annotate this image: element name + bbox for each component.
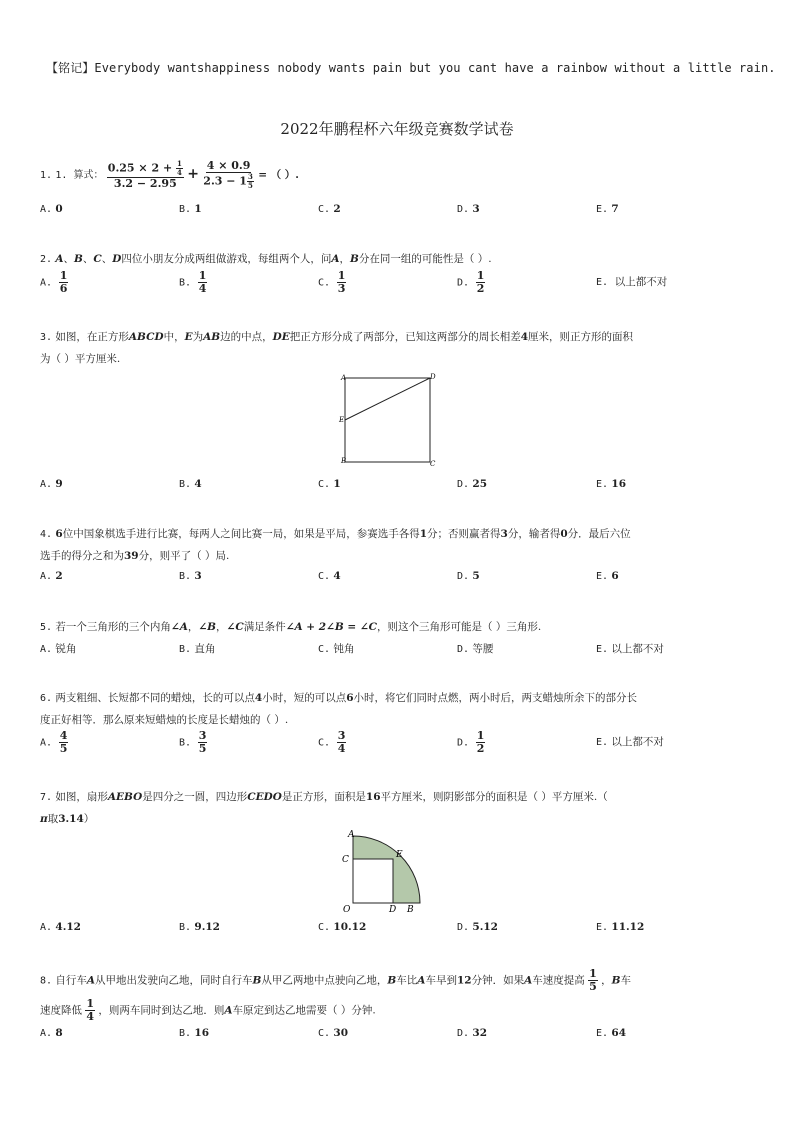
frac-den: 2 — [476, 742, 485, 755]
option-c[interactable] — [318, 203, 341, 215]
option-value: 4 — [333, 570, 341, 582]
option-b[interactable] — [179, 203, 202, 215]
number-4: 4 — [520, 331, 529, 343]
frac-num: 3 — [337, 729, 346, 742]
option-c[interactable] — [318, 1027, 348, 1039]
label-d: D — [430, 373, 436, 381]
pi-symbol: π — [40, 813, 48, 825]
option-fraction — [337, 270, 347, 295]
option-b[interactable] — [179, 1027, 209, 1039]
option-label: D. — [457, 479, 470, 490]
question-number: 2. — [40, 254, 53, 265]
option-c[interactable] — [318, 270, 346, 295]
option-label: D. — [457, 1028, 470, 1039]
frac-num: 4 — [59, 729, 68, 742]
option-a[interactable] — [40, 921, 81, 933]
option-label: A. — [40, 644, 53, 655]
option-label: E. — [596, 1028, 609, 1039]
frac-num: 1 — [476, 269, 485, 282]
option-value: 16 — [194, 1027, 210, 1039]
option-fraction — [476, 270, 486, 295]
q5-text: ，则这个三角形可能是（ ）三角形. — [376, 621, 542, 633]
number: 16 — [365, 791, 381, 803]
question-1 — [40, 160, 740, 190]
question-number: 4. — [40, 529, 53, 540]
frac-num: 1 — [476, 729, 485, 742]
sep: ， — [601, 974, 612, 987]
option-b[interactable] — [179, 270, 207, 295]
label-o: O — [343, 905, 351, 915]
frac-num: 1 — [337, 269, 346, 282]
small-num: 1 — [177, 159, 182, 168]
q4-text: 分．最后六位 — [567, 528, 631, 540]
option-value: 32 — [472, 1027, 488, 1039]
var-a: A — [224, 1004, 233, 1017]
option-text: 钝角 — [333, 643, 355, 655]
option-c[interactable] — [318, 730, 346, 755]
option-a[interactable] — [40, 203, 63, 215]
question-number: 1. — [40, 170, 53, 181]
label-e: E — [339, 416, 345, 424]
q8-text: 自行车 — [55, 974, 87, 987]
option-value: 9.12 — [194, 921, 220, 933]
label-c: C — [430, 460, 436, 468]
var-b: B — [74, 253, 83, 265]
var-c: C — [93, 253, 102, 265]
option-c[interactable] — [318, 478, 341, 490]
option-label: D. — [457, 922, 470, 933]
q1-fraction-2 — [202, 160, 255, 190]
q4-text: 位中国象棋选手进行比赛，每两人之间比赛一局，如果是平局，参赛选手各得 — [62, 528, 420, 540]
option-text: 直角 — [194, 643, 216, 655]
q1-frac1-denominator: 3.2 − 2.95 — [113, 177, 177, 190]
var-a: A — [331, 253, 340, 265]
option-d[interactable] — [457, 570, 480, 582]
question-4 — [40, 523, 740, 546]
question-8 — [40, 968, 740, 993]
q1-frac2-denominator: 2.3 − 1 — [203, 174, 247, 188]
option-text: 锐角 — [55, 643, 77, 655]
angle-c: ∠C — [226, 621, 244, 633]
option-label: A. — [40, 277, 53, 289]
option-text: 以上都不对 — [611, 736, 664, 748]
label-c: C — [342, 855, 349, 865]
option-value: 8 — [55, 1027, 63, 1039]
option-value: 4 — [194, 478, 202, 490]
option-text: 等腰 — [472, 643, 494, 655]
option-label: E. — [596, 571, 609, 582]
frac-den: 6 — [59, 282, 68, 295]
option-d[interactable] — [457, 270, 485, 295]
option-a[interactable] — [40, 1027, 63, 1039]
frac-den: 5 — [589, 980, 597, 993]
q7-text: 是正方形，面积是 — [281, 791, 366, 803]
var-b: B — [387, 974, 397, 987]
q7-sector-figure — [335, 828, 425, 918]
option-e[interactable] — [596, 734, 664, 749]
label-b: B — [341, 457, 347, 465]
option-value: 7 — [611, 203, 619, 215]
q7-text: 平方厘米，则阴影部分的面积是（ ）平方厘米.（ — [380, 791, 608, 803]
sep: ， — [187, 621, 199, 633]
question-number: 5. — [40, 622, 53, 633]
q8-text: 车原定到达乙地需要（ ）分钟. — [232, 1004, 376, 1017]
option-label: E. — [596, 922, 609, 933]
number: 6 — [55, 528, 63, 540]
var-ab: AB — [203, 331, 221, 343]
var-abcd: ABCD — [128, 331, 164, 343]
q8-text: 车比 — [396, 974, 418, 987]
option-value: 5.12 — [472, 921, 498, 933]
sep: 、 — [63, 253, 75, 265]
number: 0 — [560, 528, 568, 540]
q8-text: 分钟．如果 — [471, 974, 525, 987]
option-label: B. — [179, 479, 192, 490]
q8-text: 速度降低 — [40, 1004, 82, 1017]
sep: 、 — [82, 253, 94, 265]
q4-text: 分，输者得 — [507, 528, 561, 540]
q7-text: 如图，扇形 — [55, 791, 108, 803]
option-label: E. — [596, 737, 609, 748]
option-value: 0 — [55, 203, 63, 215]
label-a: A — [348, 830, 355, 840]
number: 4 — [254, 692, 263, 704]
option-label: A. — [40, 922, 53, 933]
option-value: 64 — [611, 1027, 627, 1039]
q3-text: 厘米，则正方形的面积 — [528, 331, 634, 343]
frac-den: 5 — [59, 742, 68, 755]
var-a: A — [417, 974, 426, 987]
option-b[interactable] — [179, 921, 220, 933]
frac-den: 4 — [198, 282, 207, 295]
option-label: C. — [318, 922, 331, 933]
angle-b: ∠B — [198, 621, 217, 633]
option-d[interactable] — [457, 730, 485, 755]
question-5 — [40, 616, 740, 639]
square-abcd — [345, 378, 430, 462]
var-b: B — [252, 974, 262, 987]
q3-text: 把正方形分成了两部分，已知这两部分的周长相差 — [289, 331, 521, 343]
var-d: D — [112, 253, 122, 265]
option-e[interactable] — [596, 478, 626, 490]
option-label: C. — [318, 644, 331, 655]
var-e: E — [184, 331, 193, 343]
option-e[interactable] — [596, 203, 619, 215]
option-value: 1 — [194, 203, 202, 215]
q8-text: 车早到 — [425, 974, 457, 987]
small-den: 5 — [247, 181, 253, 190]
option-label: B. — [179, 1028, 192, 1039]
q4-text: 选手的得分之和为 — [40, 550, 124, 562]
option-fraction — [59, 270, 69, 295]
question-7 — [40, 786, 740, 809]
option-fraction — [337, 730, 347, 755]
q1-suffix: = （ ）. — [258, 169, 299, 181]
q8-text: ，则两车同时到达乙地．则 — [98, 1004, 225, 1017]
option-label: E. — [596, 204, 609, 215]
option-label: E. — [596, 479, 609, 490]
option-d[interactable] — [457, 203, 480, 215]
option-e[interactable] — [596, 1027, 626, 1039]
q8-text: 从甲乙两地中点驶向乙地， — [261, 974, 388, 987]
option-d[interactable] — [457, 921, 498, 933]
option-value: 4.12 — [55, 921, 81, 933]
option-b[interactable] — [179, 730, 207, 755]
option-e[interactable] — [596, 570, 619, 582]
frac-num: 1 — [589, 967, 597, 980]
option-label: A. — [40, 737, 53, 749]
question-6 — [40, 687, 740, 710]
option-label: B. — [179, 737, 192, 749]
option-e[interactable] — [596, 921, 644, 933]
option-label: C. — [318, 571, 331, 582]
option-value: 16 — [611, 478, 627, 490]
q3-text: 为 — [192, 331, 204, 343]
q3-square-figure — [335, 370, 445, 470]
frac-num: 1 — [59, 269, 68, 282]
var-a: A — [524, 974, 533, 987]
q8-text: 车 — [620, 974, 631, 987]
q1-frac2-numerator: 4 × 0.9 — [206, 159, 251, 172]
plus-sign: + — [187, 166, 199, 182]
var-de: DE — [272, 331, 290, 343]
option-d[interactable] — [457, 478, 487, 490]
option-label: D. — [457, 204, 470, 215]
frac-den: 4 — [337, 742, 346, 755]
option-label: A. — [40, 204, 53, 215]
option-value: 25 — [472, 478, 488, 490]
option-a[interactable] — [40, 270, 68, 295]
question-number: 6. — [40, 693, 53, 704]
option-value: 1 — [333, 478, 341, 490]
number: 3.14 — [58, 813, 84, 825]
motto-line — [46, 59, 776, 76]
frac-num: 3 — [198, 729, 207, 742]
q1-fraction-1 — [107, 160, 184, 190]
option-label: A. — [40, 571, 53, 582]
q4-text: 分；否则赢者得 — [427, 528, 501, 540]
option-a[interactable] — [40, 641, 76, 656]
option-label: C. — [318, 204, 331, 215]
option-c[interactable] — [318, 641, 354, 656]
label-e: E — [396, 850, 403, 860]
option-label: B. — [179, 922, 192, 933]
option-value: 5 — [472, 570, 480, 582]
option-fraction — [59, 730, 69, 755]
option-label: D. — [457, 644, 470, 655]
question-number: 7. — [40, 792, 53, 803]
option-d[interactable] — [457, 1027, 487, 1039]
sep: ， — [216, 621, 227, 633]
option-b[interactable] — [179, 570, 202, 582]
q7-text: 是四分之一圆，四边形 — [142, 791, 248, 803]
q4-text: 分，则平了（ ）局. — [138, 550, 230, 562]
motto-text: Everybody wantshappiness nobody wants pain but you cant have a rainbow without a little rain. — [94, 61, 776, 75]
option-text: 以上都不对 — [614, 276, 668, 288]
label-d: D — [389, 905, 397, 915]
q7-text: ） — [83, 813, 95, 825]
segment-de — [345, 378, 430, 420]
q6-text: 小时，短的可以点 — [262, 692, 347, 704]
square-cedo — [353, 859, 393, 903]
frac-den: 2 — [476, 282, 485, 295]
q7-text: 取 — [47, 813, 59, 825]
number: 3 — [500, 528, 508, 540]
question-7-line-2 — [40, 808, 740, 830]
option-value: 9 — [55, 478, 63, 490]
shaded-region — [353, 836, 420, 903]
q2-text: 四位小朋友分成两组做游戏，每组两个人，问 — [121, 253, 332, 265]
option-label: B. — [179, 204, 192, 215]
question-4-line-2 — [40, 545, 740, 567]
q5-text: 满足条件 — [243, 621, 286, 633]
option-label: D. — [457, 277, 470, 289]
var-b: B — [611, 974, 621, 987]
q8-fraction-1 — [588, 968, 598, 993]
q1-frac2-small — [247, 173, 254, 190]
var-a: A — [86, 974, 96, 987]
q1-frac1-numerator: 0.25 × 2 + — [107, 161, 176, 175]
option-value: 2 — [55, 570, 63, 582]
option-label: C. — [318, 737, 331, 749]
q8-text: 车速度提高 — [532, 974, 585, 987]
sep: ， — [339, 253, 351, 265]
option-value: 3 — [472, 203, 480, 215]
var-cedo: CEDO — [247, 791, 282, 803]
small-den: 4 — [177, 168, 182, 177]
option-label: D. — [457, 737, 470, 749]
frac-den: 5 — [198, 742, 207, 755]
question-6-line-2: 度正好相等．那么原来短蜡烛的长度是长蜡烛的（ ）. — [40, 714, 289, 726]
question-2 — [40, 248, 740, 271]
motto-label: 【铭记】 — [46, 61, 95, 75]
option-value: 30 — [333, 1027, 349, 1039]
option-value: 2 — [333, 203, 341, 215]
option-label: C. — [318, 277, 331, 289]
number: 12 — [456, 974, 472, 987]
q8-text: 从甲地出发驶向乙地，同时自行车 — [95, 974, 253, 987]
frac-num: 1 — [86, 997, 94, 1010]
number: 1 — [419, 528, 428, 540]
option-a[interactable] — [40, 570, 63, 582]
option-a[interactable] — [40, 478, 63, 490]
number: 39 — [124, 550, 139, 562]
question-8-line-2 — [40, 998, 740, 1023]
exam-title: 2022年鹏程杯六年级竞赛数学试卷 — [280, 120, 514, 138]
option-label: B. — [179, 571, 192, 582]
question-number: 3. — [40, 332, 53, 343]
option-fraction — [476, 730, 486, 755]
option-fraction — [198, 730, 208, 755]
q3-text: 边的中点， — [220, 331, 273, 343]
option-e[interactable] — [596, 641, 664, 656]
q2-text-end: 分在同一组的可能性是（ ）. — [358, 253, 492, 265]
small-num: 3 — [247, 172, 253, 181]
option-b[interactable] — [179, 478, 202, 490]
q6-text: 两支粗细、长短都不同的蜡烛，长的可以点 — [55, 692, 255, 704]
option-a[interactable] — [40, 730, 68, 755]
option-label: D. — [457, 571, 470, 582]
label-b: B — [407, 905, 414, 915]
q1-frac1-small — [176, 160, 183, 177]
option-value: 11.12 — [611, 921, 645, 933]
var-aebo: AEBO — [107, 791, 143, 803]
number: 6 — [346, 692, 354, 704]
option-c[interactable] — [318, 921, 366, 933]
question-3 — [40, 326, 740, 349]
frac-num: 1 — [198, 269, 207, 282]
question-number: 8. — [40, 975, 53, 987]
option-label: E. — [596, 277, 609, 288]
option-label: A. — [40, 1028, 53, 1039]
option-label: C. — [318, 1028, 331, 1039]
q6-text: 小时，将它们同时点燃，两小时后，两支蜡烛所余下的部分长 — [353, 692, 638, 704]
option-value: 3 — [194, 570, 202, 582]
question-3-line-2: 为（ ）平方厘米. — [40, 353, 121, 365]
var-a: A — [55, 253, 64, 265]
option-value: 6 — [611, 570, 619, 582]
option-c[interactable] — [318, 570, 341, 582]
option-fraction — [198, 270, 208, 295]
option-label: C. — [318, 479, 331, 490]
label-a: A — [341, 374, 347, 382]
q3-text: 中， — [163, 331, 185, 343]
option-label: B. — [179, 644, 192, 655]
q5-text: 若一个三角形的三个内角 — [55, 621, 171, 633]
option-label: A. — [40, 479, 53, 490]
var-b: B — [350, 253, 359, 265]
option-d[interactable] — [457, 641, 493, 656]
option-e[interactable] — [596, 274, 667, 289]
sep: 、 — [101, 253, 113, 265]
angle-equation: ∠A + 2∠B = ∠C — [285, 621, 377, 633]
option-value: 10.12 — [333, 921, 367, 933]
option-b[interactable] — [179, 641, 215, 656]
frac-den: 3 — [337, 282, 346, 295]
q1-prefix: 1. 算式： — [55, 170, 104, 181]
option-text: 以上都不对 — [611, 643, 664, 655]
q8-fraction-2 — [85, 998, 95, 1023]
option-label: E. — [596, 644, 609, 655]
option-label: B. — [179, 277, 192, 289]
q3-text: 如图，在正方形 — [55, 331, 129, 343]
frac-den: 4 — [86, 1010, 94, 1023]
angle-a: ∠A — [170, 621, 188, 633]
